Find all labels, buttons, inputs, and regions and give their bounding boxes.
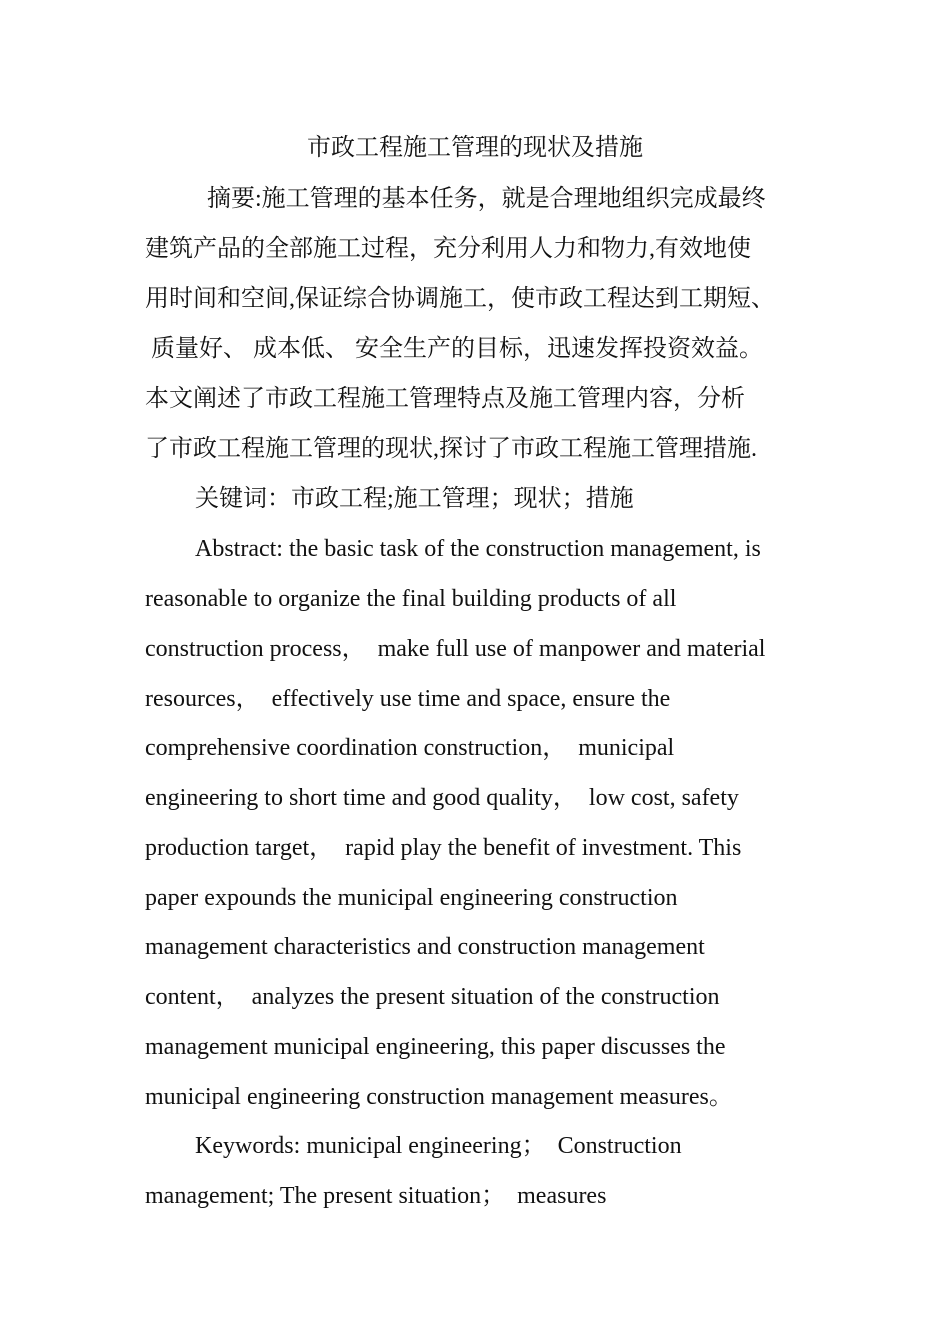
- abstract-en-line: comprehensive coordination construction， municipal: [145, 735, 675, 761]
- abstract-cn-line: 摘要:施工管理的基本任务，就是合理地组织完成最终: [195, 186, 766, 212]
- abstract-en-line: reasonable to organize the final building products of all: [145, 586, 677, 612]
- abstract-en-line: municipal engineering construction management measures。: [145, 1084, 733, 1110]
- abstract-en-line: production target， rapid play the benefit of investment. This: [145, 835, 742, 861]
- abstract-en-line: management municipal engineering, this paper discusses the: [145, 1034, 726, 1060]
- abstract-cn-line: 用时间和空间,保证综合协调施工，使市政工程达到工期短、: [145, 286, 775, 312]
- document-title: 市政工程施工管理的现状及措施: [307, 135, 643, 161]
- keywords-en-line: Keywords: municipal engineering； Construction: [195, 1133, 682, 1159]
- abstract-en-line: engineering to short time and good quality， low cost, safety: [145, 785, 739, 811]
- abstract-cn-line: 建筑产品的全部施工过程，充分利用人力和物力,有效地使: [145, 236, 751, 262]
- abstract-en-line: management characteristics and construction management: [145, 934, 705, 960]
- abstract-en-line: Abstract: the basic task of the construction management, is: [195, 536, 761, 562]
- abstract-cn-line: 质量好、 成本低、 安全生产的目标，迅速发挥投资效益。: [145, 336, 763, 362]
- abstract-cn-line: 了市政工程施工管理的现状,探讨了市政工程施工管理措施.: [145, 436, 757, 462]
- abstract-en-line: resources， effectively use time and space, ensure the: [145, 686, 671, 712]
- keywords-cn: 关键词：市政工程;施工管理；现状；措施: [195, 486, 634, 512]
- abstract-cn-line: 本文阐述了市政工程施工管理特点及施工管理内容，分析: [145, 386, 745, 412]
- keywords-en-line: management; The present situation； measures: [145, 1183, 607, 1209]
- abstract-en-line: content， analyzes the present situation of the construction: [145, 984, 720, 1010]
- abstract-en-line: paper expounds the municipal engineering construction: [145, 885, 678, 911]
- abstract-en-line: construction process， make full use of manpower and material: [145, 636, 766, 662]
